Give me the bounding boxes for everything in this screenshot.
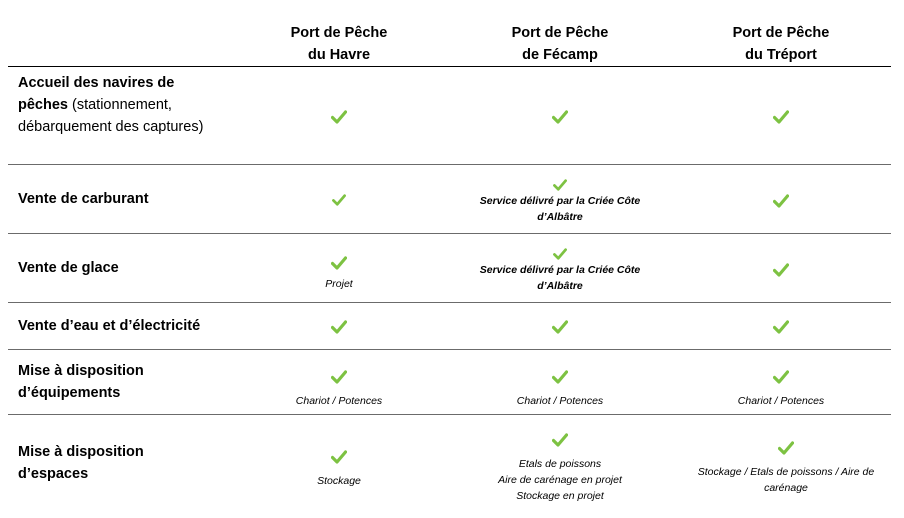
cell-note: Chariot / Potences	[295, 395, 383, 407]
cell-note: Etals de poissons	[518, 458, 602, 470]
check-icon	[553, 248, 567, 260]
check-icon	[773, 320, 789, 334]
table-row	[8, 165, 891, 233]
row-label: Accueil des navires de pêches (stationnement, débarquement des captures)	[18, 75, 204, 135]
check-icon	[331, 110, 347, 124]
cell-note: d’Albâtre	[537, 211, 583, 223]
row-label: Vente d’eau et d’électricité	[18, 318, 201, 334]
cell-havre	[239, 110, 439, 124]
table-row	[8, 303, 891, 349]
table-row	[8, 415, 891, 515]
cell-fecamp	[460, 248, 660, 294]
cell-note: Projet	[325, 278, 353, 290]
table-row	[8, 350, 891, 414]
check-icon	[552, 433, 568, 447]
cell-treport	[681, 194, 881, 208]
check-icon	[773, 110, 789, 124]
cell-note: Service délivré par la Criée Côte	[479, 264, 641, 276]
row-label: Vente de carburant	[18, 191, 149, 207]
cell-treport	[681, 263, 881, 277]
check-icon	[331, 320, 347, 334]
cell-treport	[681, 441, 891, 496]
table-row	[8, 67, 891, 164]
check-icon	[773, 370, 789, 384]
check-icon	[332, 194, 346, 206]
cell-note: Chariot / Potences	[516, 395, 604, 407]
row-label: Vente de glace	[18, 260, 119, 276]
check-icon	[552, 320, 568, 334]
cell-havre	[239, 370, 439, 409]
cell-havre	[239, 256, 439, 292]
cell-fecamp	[460, 320, 660, 334]
check-icon	[552, 370, 568, 384]
check-icon	[773, 194, 789, 208]
cell-fecamp	[460, 110, 660, 124]
column-header-fecamp: Port de Pêche de Fécamp	[511, 25, 609, 63]
check-icon	[553, 179, 567, 191]
cell-fecamp	[460, 179, 660, 225]
cell-note: d’Albâtre	[537, 280, 583, 292]
cell-note: Service délivré par la Criée Côte	[479, 195, 641, 207]
cell-note: Chariot / Potences	[737, 395, 825, 407]
column-header-treport: Port de Pêche du Tréport	[732, 25, 830, 63]
row-label: Mise à disposition d’espaces	[18, 444, 144, 482]
cell-fecamp	[460, 370, 660, 409]
check-icon	[331, 370, 347, 384]
table-row	[8, 234, 891, 302]
table-header	[8, 0, 891, 67]
cell-treport	[681, 320, 881, 334]
cell-fecamp	[460, 433, 660, 504]
cell-note: Stockage en projet	[516, 490, 604, 502]
cell-note: Stockage	[317, 475, 361, 487]
row-label: Mise à disposition d’équipements	[18, 363, 144, 401]
check-icon	[552, 110, 568, 124]
check-icon	[778, 441, 794, 455]
cell-note: Aire de carénage en projet	[498, 474, 622, 486]
cell-treport	[681, 110, 881, 124]
check-icon	[331, 450, 347, 464]
cell-treport	[681, 370, 881, 409]
cell-havre	[239, 194, 439, 206]
cell-note: carénage	[764, 482, 808, 494]
column-header-havre: Port de Pêche du Havre	[290, 25, 388, 63]
cell-havre	[239, 450, 439, 489]
check-icon	[773, 263, 789, 277]
check-icon	[331, 256, 347, 270]
cell-havre	[239, 320, 439, 334]
cell-note: Stockage / Etals de poissons / Aire de	[697, 466, 875, 478]
